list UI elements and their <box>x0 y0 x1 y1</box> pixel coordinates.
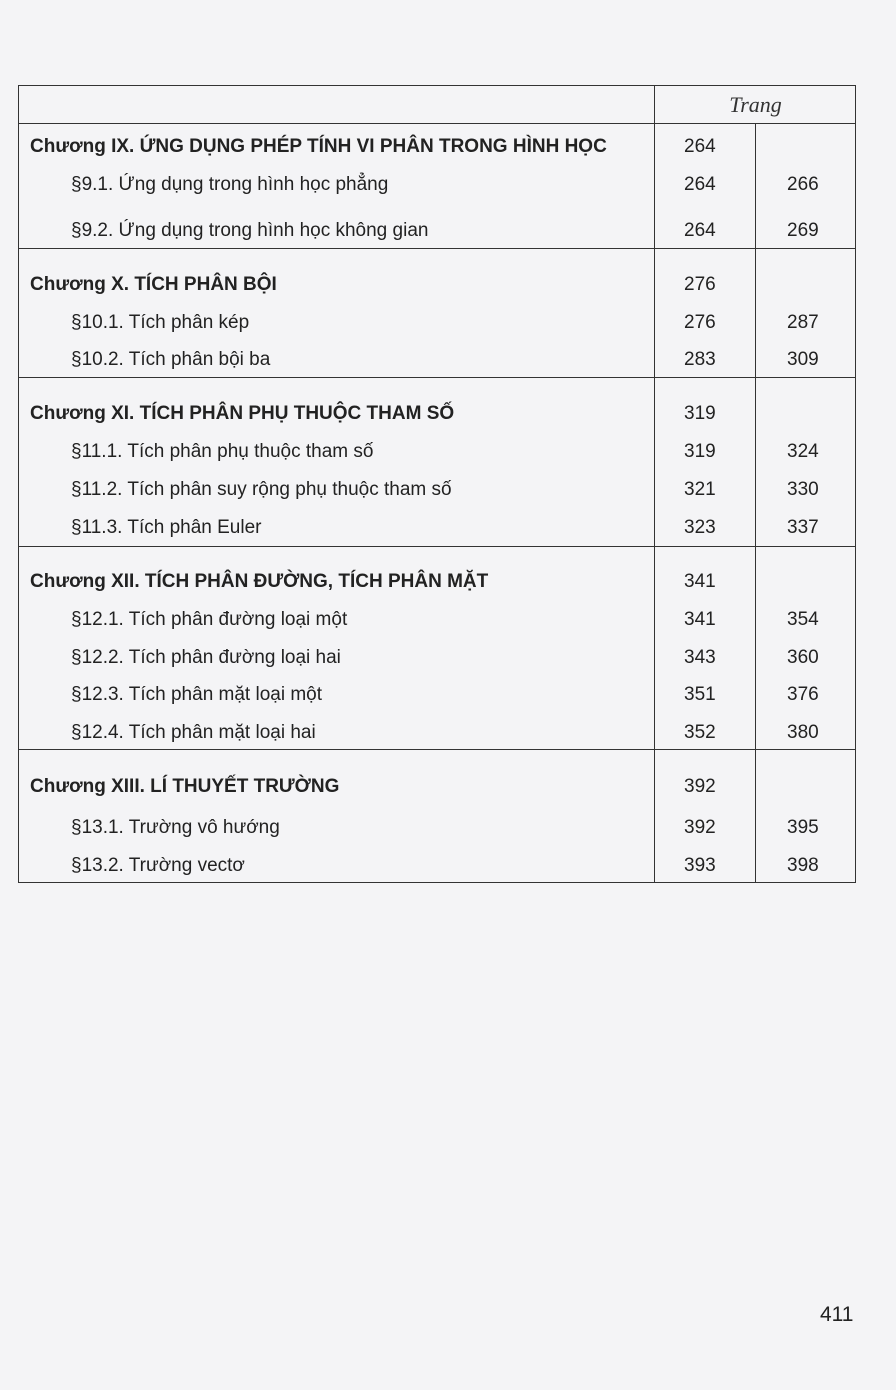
section-start-page: 323 <box>684 517 716 538</box>
section-title: §10.2. Tích phân bội ba <box>71 349 271 370</box>
chapter-title: Chương X. TÍCH PHÂN BỘI <box>30 274 277 295</box>
chapter-row <box>19 567 855 597</box>
chapter-title: Chương IX. ỨNG DỤNG PHÉP TÍNH VI PHÂN TRONG HÌNH HỌC <box>30 136 607 157</box>
chapter-page: 276 <box>684 274 716 295</box>
section-end-page: 269 <box>787 220 819 241</box>
section-start-page: 351 <box>684 684 716 705</box>
section-row <box>19 513 855 543</box>
section-row <box>19 216 855 246</box>
chapter-row <box>19 772 855 802</box>
section-row <box>19 851 855 881</box>
chapter-title: Chương XIII. LÍ THUYẾT TRƯỜNG <box>30 776 340 797</box>
section-end-page: 395 <box>787 817 819 838</box>
row-divider <box>19 546 855 547</box>
section-end-page: 376 <box>787 684 819 705</box>
section-title: §12.2. Tích phân đường loại hai <box>71 647 341 668</box>
section-end-page: 287 <box>787 312 819 333</box>
chapter-row <box>19 132 855 162</box>
chapter-row <box>19 270 855 300</box>
section-start-page: 264 <box>684 220 716 241</box>
section-start-page: 276 <box>684 312 716 333</box>
section-title: §10.1. Tích phân kép <box>71 312 250 333</box>
section-row <box>19 680 855 710</box>
section-end-page: 330 <box>787 479 819 500</box>
section-title: §12.1. Tích phân đường loại một <box>71 609 348 630</box>
section-start-page: 352 <box>684 722 716 743</box>
chapter-page: 319 <box>684 403 716 424</box>
section-row <box>19 605 855 635</box>
chapter-page: 264 <box>684 136 716 157</box>
section-title: §9.2. Ứng dụng trong hình học không gian <box>71 220 429 241</box>
section-start-page: 264 <box>684 174 716 195</box>
section-row <box>19 718 855 748</box>
chapter-page: 392 <box>684 776 716 797</box>
section-start-page: 319 <box>684 441 716 462</box>
section-title: §13.1. Trường vô hướng <box>71 817 280 838</box>
section-row <box>19 437 855 467</box>
table-of-contents <box>18 85 856 883</box>
section-title: §12.3. Tích phân mặt loại một <box>71 684 323 705</box>
section-title: §11.3. Tích phân Euler <box>71 517 262 538</box>
section-title: §11.1. Tích phân phụ thuộc tham số <box>71 441 374 462</box>
section-end-page: 309 <box>787 349 819 370</box>
section-start-page: 321 <box>684 479 716 500</box>
section-row <box>19 345 855 375</box>
row-divider <box>19 248 855 249</box>
section-end-page: 266 <box>787 174 819 195</box>
section-title: §12.4. Tích phân mặt loại hai <box>71 722 316 743</box>
chapter-page: 341 <box>684 571 716 592</box>
section-row <box>19 308 855 338</box>
section-start-page: 393 <box>684 855 716 876</box>
section-row <box>19 475 855 505</box>
section-end-page: 324 <box>787 441 819 462</box>
chapter-title: Chương XII. TÍCH PHÂN ĐƯỜNG, TÍCH PHÂN MẶT <box>30 571 489 592</box>
page-number: 411 <box>820 1303 854 1326</box>
section-start-page: 392 <box>684 817 716 838</box>
section-start-page: 341 <box>684 609 716 630</box>
row-divider <box>19 377 855 378</box>
section-row <box>19 813 855 843</box>
section-end-page: 398 <box>787 855 819 876</box>
section-title: §13.2. Trường vectơ <box>71 855 245 876</box>
section-start-page: 283 <box>684 349 716 370</box>
section-start-page: 343 <box>684 647 716 668</box>
chapter-row <box>19 399 855 429</box>
section-end-page: 380 <box>787 722 819 743</box>
section-end-page: 337 <box>787 517 819 538</box>
section-row <box>19 643 855 673</box>
section-row <box>19 170 855 200</box>
row-divider <box>19 749 855 750</box>
row-divider <box>19 123 855 124</box>
section-end-page: 360 <box>787 647 819 668</box>
section-end-page: 354 <box>787 609 819 630</box>
page-column-header: Trang <box>729 92 782 117</box>
chapter-title: Chương XI. TÍCH PHÂN PHỤ THUỘC THAM SỐ <box>30 403 455 424</box>
section-title: §9.1. Ứng dụng trong hình học phẳng <box>71 174 389 195</box>
section-title: §11.2. Tích phân suy rộng phụ thuộc tham số <box>71 479 452 500</box>
